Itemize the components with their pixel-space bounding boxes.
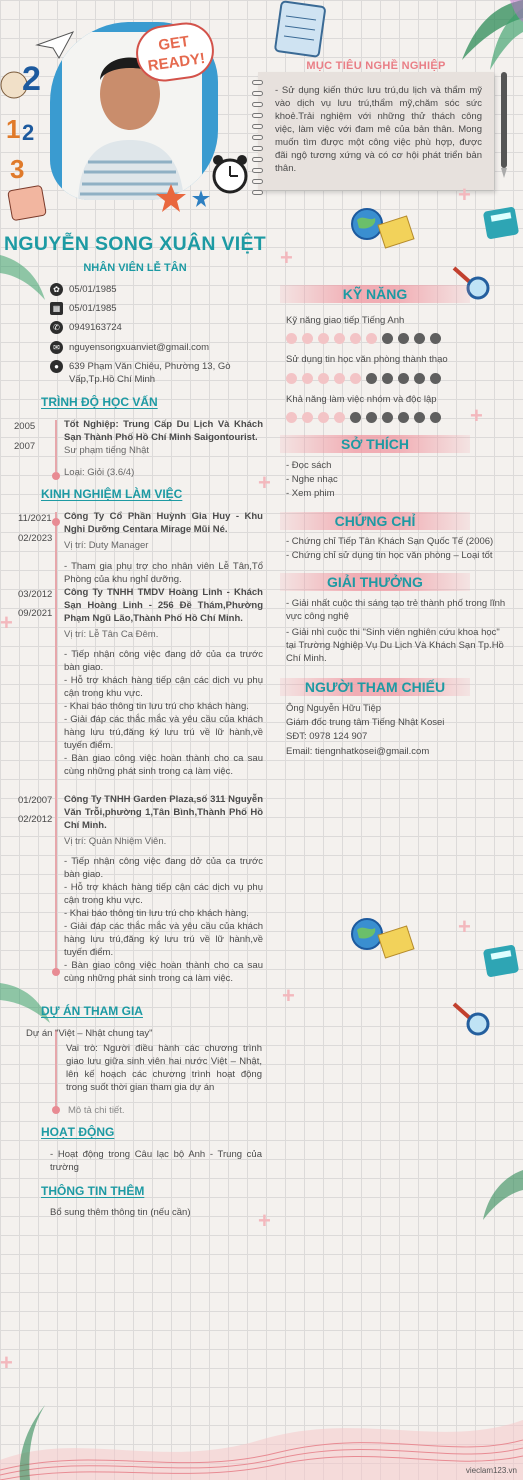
awards-title: GIẢI THƯỞNG [327,574,423,590]
education-school: Tốt Nghiệp: Trung Cấp Du Lịch Và Khách Sạn Thành Phố Hồ Chí Minh Saigontourist. [64,419,263,443]
notebook-sticker [270,0,330,58]
job-3-company: Công Ty TNHH Garden Plaza,số 311 Nguyễn Văn Trỗi,phường 1,Tân Bình,Thành Phố Hồ Chí Minh. [64,794,263,831]
email-icon: ✉ [50,341,63,354]
hobbies-header [280,435,470,453]
plus-decoration: + [458,182,471,207]
job-2-task: - Bàn giao công việc hoàn thành cho ca sau cùng những phát sinh trong ca làm việc. [64,753,263,777]
plus-decoration: + [0,610,13,635]
candidate-role: NHÂN VIÊN LỄ TÂN [83,262,187,274]
leaf-decoration-right-lower [478,1165,523,1225]
career-objective-card [258,60,494,190]
job-2-position: Vị trí: Lễ Tân Ca Đêm. [64,629,159,640]
leaf-decoration-left-mid [0,978,55,1028]
rating-dot [414,373,425,384]
rating-dot [318,333,329,344]
address-value: 639 Phạm Văn Chiêu, Phường 13, Gò Vấp,Tp.Hồ Chí Minh [69,361,231,385]
rating-dot [334,373,345,384]
education-grade: Loại: Giỏi (3.6/4) [64,467,135,478]
education-title: TRÌNH ĐỘ HỌC VẤN [41,395,158,409]
skill-3-rating [286,412,441,423]
job-3-task: - Tiếp nhận công việc đang dở của ca trước bàn giao. [64,856,263,880]
rating-dot [414,333,425,344]
education-block [64,418,263,479]
awards-header [280,573,470,591]
education-to: 2007 [14,441,36,452]
phone-value: 0949163724 [69,322,122,333]
reference-title: NGƯỜI THAM CHIẾU [304,679,446,695]
rating-dot [366,333,377,344]
projects-title: DỰ ÁN THAM GIA [41,1004,143,1018]
rating-dot [430,412,441,423]
job-3-task: - Bàn giao công việc hoàn thành cho ca sau cùng những phát sinh trong ca làm việc. [64,960,263,984]
job-2-task: - Khai báo thông tin lưu trú cho khách hàng. [64,701,249,712]
notebook-rings [252,80,263,195]
email-value: nguyensongxuanviet@gmail.com [69,342,210,353]
rating-dot [414,412,425,423]
job-2 [64,586,263,778]
job-3-task: - Hỗ trợ khách hàng tiếp cận các dịch vụ phụ cận trong khu vực. [64,882,263,906]
job-1-from: 11/2021 [18,513,52,524]
timeline-dot [52,968,60,976]
job-2-task: - Hỗ trợ khách hàng tiếp cận các dịch vụ phụ cận trong khu vực. [64,675,263,699]
rating-dot [350,373,361,384]
certificates-title: CHỨNG CHỈ [334,513,416,529]
education-major: Sư phạm tiếng Nhật [64,445,150,456]
rating-dot [366,412,377,423]
career-objective-text: - Sử dụng kiến thức lưu trú,du lịch và thẩm mỹ vào dịch vụ lưu trú,thẩm mỹ,chăm sóc sức khoẻ.Trải nghiệm với những thử thách công việc, làm việc với đam mê của bản thân. Mong muốn tìm được một công việc phù hợp, được đãi ngộ tương xứng và có cơ hội phát triển bản thân. [275,85,482,174]
job-3-task: - Khai báo thông tin lưu trú cho khách hàng. [64,908,249,919]
rating-dot [318,373,329,384]
candidate-name: NGUYỄN SONG XUÂN VIỆT [4,233,266,255]
skills-header [280,285,470,303]
star-icon [155,182,215,216]
education-timeline [55,420,57,472]
career-objective-title: MỤC TIÊU NGHỀ NGHIỆP [306,60,446,72]
rating-dot [334,333,345,344]
pen-icon [497,70,511,180]
skill-3-label: Khả năng làm việc nhóm và độc lập [286,394,437,405]
plus-decoration: + [258,470,271,495]
hobby-item: - Đọc sách [286,460,332,471]
rating-dot [398,412,409,423]
extra-info-title: THÔNG TIN THÊM [41,1184,145,1198]
rating-dot [382,412,393,423]
wave-decoration-footer [0,1390,523,1480]
rating-dot [398,333,409,344]
phone-icon: ✆ [50,321,63,334]
job-2-to: 09/2021 [18,608,53,619]
magnifier-icon-lower [448,998,494,1038]
certificates-header [280,512,470,530]
skill-1-label: Kỹ năng giao tiếp Tiếng Anh [286,315,405,326]
rating-dot [382,373,393,384]
project-more: Mô tả chi tiết. [68,1105,125,1116]
timeline-dot [52,1106,60,1114]
svg-text:2: 2 [22,60,41,98]
svg-text:2: 2 [22,120,35,145]
hobbies-title: SỞ THÍCH [341,436,409,452]
rating-dot [302,412,313,423]
contact-calendar [50,302,265,315]
rating-dot [286,333,297,344]
rating-dot [286,412,297,423]
experience-title: KINH NGHIỆM LÀM VIỆC [41,487,183,501]
svg-text:1: 1 [6,114,21,144]
rating-dot [350,333,361,344]
job-2-company: Công Ty TNHH TMDV Hoàng Linh - Khách Sạn Hoàng Linh - 256 Đề Thám,Phường Phạm Ngũ Lão,Thành Phố Hồ Chí Minh. [64,587,263,624]
certificate-item: - Chứng chỉ Tiếp Tân Khách Sạn Quốc Tế (2006) [286,536,494,547]
globe-icon [345,200,420,250]
rating-dot [350,412,361,423]
calculator-icon-lower [482,944,522,980]
projects-timeline [55,1030,57,1110]
rating-dot [430,373,441,384]
plus-decoration: + [280,245,293,270]
location-pin-icon: ● [50,360,63,373]
plus-decoration: + [282,983,295,1008]
job-2-task: - Tiếp nhận công việc đang dở của ca trước bàn giao. [64,649,263,673]
birthday-date: 05/01/1985 [69,303,117,314]
get-ready-badge: GET READY! [132,19,217,85]
rating-dot [286,373,297,384]
job-3-position: Vị trí: Quản Nhiệm Viên. [64,836,167,847]
reference-name: Ông Nguyễn Hữu Tiệp [286,703,382,714]
rating-dot [398,373,409,384]
skills-title: KỸ NĂNG [342,286,408,302]
job-1-company: Công Ty Cổ Phần Huỳnh Gia Huy - Khu Nghỉ Dưỡng Centara Mirage Mũi Né. [64,511,263,535]
timeline-dot [52,472,60,480]
hobby-item: - Xem phim [286,488,335,499]
certificate-item: - Chứng chỉ sử dụng tin học văn phòng – Loại tốt [286,550,493,561]
calendar-icon: ▦ [50,302,63,315]
award-item: - Giải nhì cuộc thi "Sinh viên nghiên cứu khoa học" tại Trường Nghiệp Vụ Du Lịch Và Khách Sạn Tp.Hồ Chí Minh. [286,627,504,664]
rating-dot [366,373,377,384]
job-3-to: 02/2012 [18,814,53,825]
calculator-icon [482,206,522,242]
job-2-task: - Giải đáp các thắc mắc và yêu cầu của khách hàng lưu trú,đăng ký lưu trú về lữ hành,về tuyến điểm. [64,714,263,751]
leaf-decoration-bottom-left [0,1400,50,1480]
reference-email: Email: tiengnhatkosei@gmail.com [286,746,430,757]
reference-position: Giám đốc trung tâm Tiếng Nhật Kosei [286,717,445,728]
project-name: Dự án "Việt – Nhật chung tay" [26,1028,153,1039]
job-3-task: - Giải đáp các thắc mắc và yêu cầu của khách hàng lưu trú,đăng ký lưu trú về lữ hành,về tuyến điểm. [64,921,263,958]
gift-icon: ✿ [50,283,63,296]
rating-dot [302,373,313,384]
rating-dot [318,412,329,423]
contact-email [50,341,265,354]
rating-dot [302,333,313,344]
rating-dot [430,333,441,344]
activities-text: - Hoạt động trong Câu lạc bộ Anh - Trung của trường [50,1149,262,1173]
job-1-position: Vị trí: Duty Manager [64,540,149,551]
plus-decoration: + [258,1208,271,1233]
award-item: - Giải nhất cuộc thi sáng tạo trẻ thành phố trong lĩnh vực công nghệ [286,598,506,622]
plus-decoration: + [458,914,471,939]
globe-icon-lower [345,910,420,960]
plus-decoration: + [0,1350,13,1375]
alarm-clock-icon [208,152,252,196]
reference-phone: SĐT: 0978 124 907 [286,731,368,742]
project-role: Vai trò: Người điều hành các chương trình giao lưu giữa sinh viên hai nước Việt – Nhật, lên kế hoạch các chương trình hoạt động trong suốt thời gian tham gia dự án [66,1043,262,1093]
contact-phone [50,321,265,334]
plus-decoration: + [470,403,483,428]
extra-info-text: Bổ sung thêm thông tin (nếu cần) [50,1207,191,1218]
skill-1-rating [286,333,441,344]
job-1-task: - Tham gia phụ trợ cho nhân viên Lễ Tân,Tổ Phòng của khu nghỉ dưỡng. [64,561,263,585]
job-3-from: 01/2007 [18,795,53,806]
skill-2-rating [286,373,441,384]
job-1-to: 02/2023 [18,533,53,544]
contact-birthday [50,283,265,296]
birthday-value: 05/01/1985 [69,284,117,295]
rating-dot [382,333,393,344]
activities-title: HOẠT ĐỘNG [41,1125,115,1139]
footer-site: vieclam123.vn [465,1466,517,1475]
experience-timeline [55,512,57,972]
svg-text:3: 3 [10,154,25,184]
hobby-item: - Nghe nhạc [286,474,338,485]
job-1 [64,510,263,586]
reference-header [280,678,470,696]
job-2-from: 03/2012 [18,589,53,600]
contact-address [50,360,265,386]
education-from: 2005 [14,421,36,432]
skill-2-label: Sử dụng tin học văn phòng thành thạo [286,354,448,365]
rating-dot [334,412,345,423]
job-3 [64,793,263,985]
